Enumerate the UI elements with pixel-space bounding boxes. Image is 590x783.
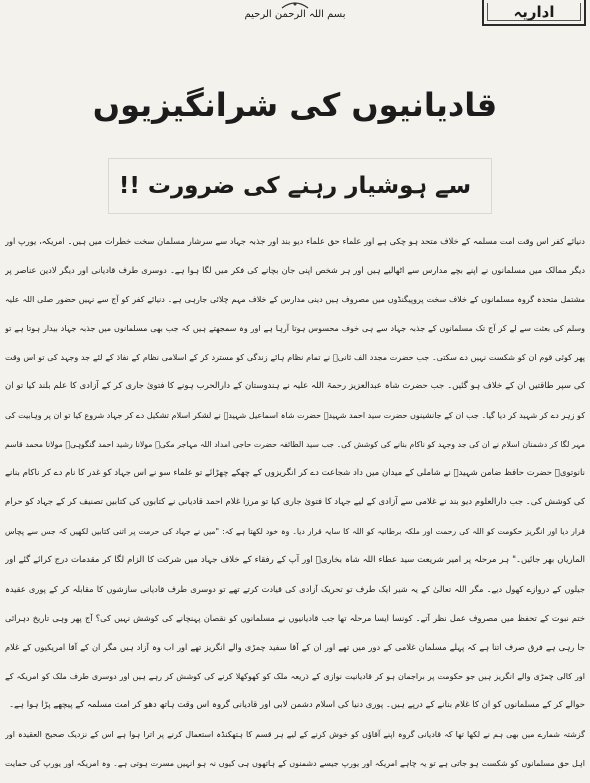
emblem-icon [280, 0, 310, 9]
article-line: اور کالی چمڑی والے انگریز ہیں جو حکومت پر براجمان ہو کر قادیانیت نوازی کے ذریعہ ملک کو کھوکھلا کرنے کی کوشش کر رہے ہیں اور دوسری طرف ملک کو امریکہ کے [5, 672, 585, 681]
article-line: گزشتہ شمارے میں بھی ہم نے لکھا تھا کہ قادیانی گروہ اپنے آقاؤں کو خوش کرنے کے لیے ہر قسم کا ہتھکنڈہ استعمال کرنے پر اترا ہوا ہے اس کے نزدیک صحیح العقیدہ اور [5, 730, 585, 739]
article-line: کی کوشش کی۔ جب دارالعلوم دیو بند نے غلامی سے آزادی کے لیے جہاد کا فتویٰ جاری کیا تو مرزا غلام احمد قادیانی نے کتابوں کی کتابیں تصنیف کر کے جہاد کو حرام [5, 497, 585, 507]
article-line: دنیائے کفر اس وقت امت مسلمہ کے خلاف متحد ہو چکی ہے اور علماء حق علماء دیو بند اور جذبہ جہاد سے سرشار مسلمان سخت خطرات میں ہیں۔ امریکہ، یورپ اور [5, 236, 585, 246]
article-line: الماریاں بھر جائیں۔" ہر مرحلہ پر امیر شریعت سید عطاء اللہ شاہ بخاریؒ اور آپ کے رفقاء کے خلاف جہاد میں شرکت کا الزام لگا کر مقدمات درج کرائے گئے اور [5, 555, 585, 565]
article-line: اہل حق مسلمانوں کو شکست ہو جاتی ہے تو یہ چاہے امریکہ اور یورپ جیسے دشمنوں کے ہاتھوں ہی کیوں نہ ہو انہیں مسرت ہوتی ہے۔ وہ امریکہ اور یورپ کی حمایت [5, 759, 585, 768]
article-line: مہر لگا کر دشمنان اسلام نے ان کی جد وجہد کو ناکام بنانے کی کوشش کی۔ جب سید الطائفہ حضرت حاجی امداد اللہ مہاجر مکیؒ مولانا رشید احمد گنگوہیؒ مولانا محمد قاسم [5, 440, 585, 449]
article-line: وسلم کی بعثت سے لے کر آج تک مسلمانوں کے جذبہ جہاد سے ہی خوف محسوس ہوتا آرہا ہے اور وہ سمجھتے ہیں کہ جب بھی مسلمانوں میں جذبہ جہاد بیدار ہوتا ہے تو [5, 324, 585, 333]
article-subtitle: سے ہوشیار رہنے کی ضرورت !! [118, 173, 472, 199]
article-line: جیلوں کے دروازے کھول دیے۔ مگر اللہ تعالیٰ کے یہ شیر ایک طرف تو تحریک آزادی کی قیادت کرتے تھے تو دوسری طرف قادیانی سازشوں کا مقابلہ کر کے پوری عقیدہ [5, 584, 585, 594]
article-line: حوالے کر کے مسلمانوں کو ان کا غلام بنانے کے درپے ہیں۔ پوری دنیا کی اسلام دشمن لابی اور قادیانی گروہ اس وقت ہاتھ دھو کر امت مسلمہ کے پیچھے پڑا ہوا ہے۔ [9, 700, 585, 710]
article-title: قادیانیوں کی شرانگیزیوں [92, 86, 498, 124]
article-line: کو زہر دے کر شہید کر دیا گیا۔ جب ان کے جانشینوں حضرت سید احمد شہیدؒ حضرت شاہ اسماعیل شہیدؒ نے لشکر اسلام تشکیل دے کر جہاد شروع کیا تو ان پر وہابیت کی [5, 411, 585, 420]
article-line: مشتمل متحدہ گروہ مسلمانوں کے خلاف سخت پروپیگنڈوں میں مصروف ہیں دینی مدارس کے خلاف مہم چلائی جارہی ہے۔ دنیائے کفر کو آج سے نہیں حضور صلی اللہ علیہ [5, 295, 585, 304]
article-line: کی سپر طاقتیں ان کے خلاف ہو گئیں۔ جب حضرت شاہ عبدالعزیز رحمۃ اللہ علیہ نے ہندوستان کے دارالحرب ہونے کا فتویٰ جاری کر کے آزادی کا علم بلند کیا تو ان [5, 381, 585, 391]
article-line: ختم نبوت کے تحفظ میں مصروف عمل نظر آتے۔ کونسا ایسا مرحلہ تھا جب قادیانیوں نے مسلمانوں کو نقصان پہنچانے کی کوشش نہیں کی؟ آج پھر وہی تاریخ دہرائی [5, 613, 585, 623]
section-label: اداریہ [513, 3, 555, 21]
article-line: دیگر ممالک میں مسلمانوں نے اپنے بچے مدارس سے اٹھالیے ہیں اور ہر شخص اپنی جان بچانے کی فکر میں لگا ہوا ہے۔ دوسری طرف قادیانی اور دیگر لادین عناصر پر [5, 265, 585, 275]
article-line: قرار دیا اور انگریز حکومت کو اللہ کی رحمت اور ملکہ برطانیہ کو اللہ کا سایہ قرار دیا۔ وہ خود لکھتا ہے کہ: "میں نے جہاد کی حرمت پر اتنی کتابیں لکھیں کہ جس سے پچاس [5, 527, 585, 536]
article-body [5, 227, 585, 778]
bismillah: بسم اللہ الرحمن الرحیم [244, 9, 346, 20]
article-line: جا رہی ہے فرق صرف اتنا ہے کہ پہلے مسلمان غلامی کے دور میں تھے اور ان کے آقا سفید چمڑی والے انگریز تھے اور اب وہ آزاد ہیں مگر ان کے آقا امریکیوں کے غلام [5, 642, 585, 652]
article-line: پھر کوئی قوم ان کو شکست نہیں دے سکتی۔ جب حضرت مجدد الف ثانیؒ نے تمام نظام ہائے زندگی کو مسترد کر کے اسلامی نظام کے نفاذ کے لئے جد وجہد کی تو اس وقت [5, 353, 585, 362]
section-header-box [482, 0, 586, 26]
article-line: نانوتویؒ حضرت حافظ ضامن شہیدؒ نے شاملی کے میدان میں داد شجاعت دے کر انگریزوں کے چھکے چھڑائے تو علماء سو نے اس جہاد کو غدر کا نام دے کر ناکام بنانے [5, 468, 585, 478]
